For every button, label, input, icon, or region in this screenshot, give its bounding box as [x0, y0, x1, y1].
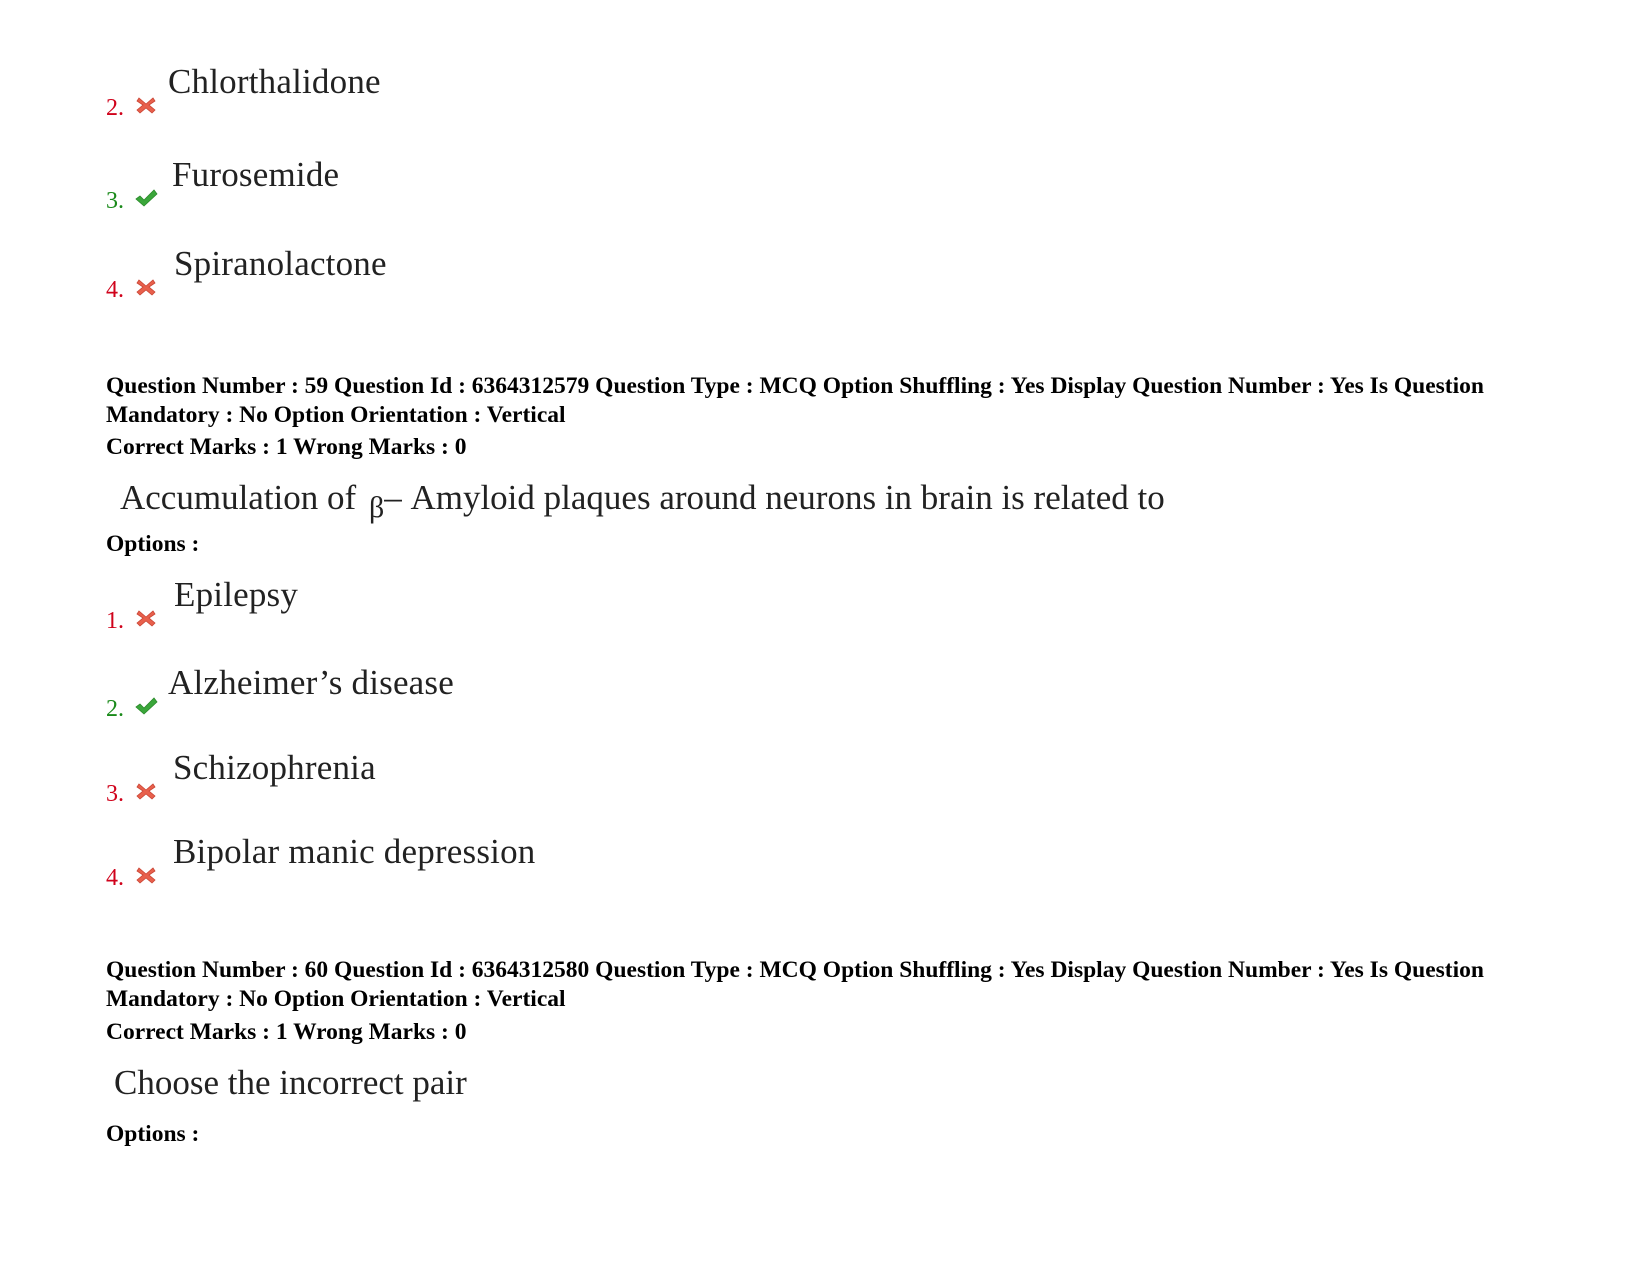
question-stem-end: – Amyloid plaques around neurons in brain is related to — [384, 478, 1165, 517]
option-item — [106, 244, 806, 304]
option-text: Alzheimer’s disease — [168, 663, 454, 702]
question-meta: Question Number : 59 Question Id : 6364312579 Question Type : MCQ Option Shuffling : Yes Display Question Number : Yes Is Question Mandatory : No Option Orientation : Vertical — [106, 373, 1484, 428]
option-number: 2. — [106, 696, 124, 722]
option-number: 4. — [106, 277, 124, 303]
question-stem — [120, 478, 1165, 524]
question-marks: Correct Marks : 1 Wrong Marks : 0 — [106, 1019, 467, 1045]
option-number: 2. — [106, 95, 124, 121]
option-item — [106, 748, 806, 808]
check-icon — [134, 187, 158, 209]
option-item — [106, 62, 806, 122]
option-text: Epilepsy — [174, 575, 299, 614]
option-number: 3. — [106, 781, 124, 807]
option-text: Spiranolactone — [174, 244, 387, 283]
option-item — [106, 575, 806, 635]
question-stem: Choose the incorrect pair — [114, 1063, 467, 1102]
question-meta: Question Number : 60 Question Id : 6364312580 Question Type : MCQ Option Shuffling : Yes Display Question Number : Yes Is Question Mandatory : No Option Orientation : Vertical — [106, 957, 1484, 1012]
cross-icon — [134, 94, 158, 116]
options-label: Options : — [106, 531, 200, 557]
option-number: 1. — [106, 608, 124, 634]
cross-icon — [134, 780, 158, 802]
option-item — [106, 663, 806, 723]
beta-symbol: β — [368, 491, 385, 524]
option-item — [106, 832, 806, 892]
cross-icon — [134, 864, 158, 886]
option-number: 3. — [106, 188, 124, 214]
cross-icon — [134, 607, 158, 629]
question-marks: Correct Marks : 1 Wrong Marks : 0 — [106, 434, 467, 460]
cross-icon — [134, 276, 158, 298]
options-label: Options : — [106, 1121, 200, 1147]
option-item — [106, 155, 806, 215]
option-text: Schizophrenia — [173, 748, 376, 787]
option-text: Furosemide — [172, 155, 340, 194]
option-number: 4. — [106, 865, 124, 891]
question-stem-start: Accumulation of — [120, 478, 357, 517]
option-text: Bipolar manic depression — [173, 832, 536, 871]
option-text: Chlorthalidone — [168, 62, 381, 101]
check-icon — [134, 695, 158, 717]
